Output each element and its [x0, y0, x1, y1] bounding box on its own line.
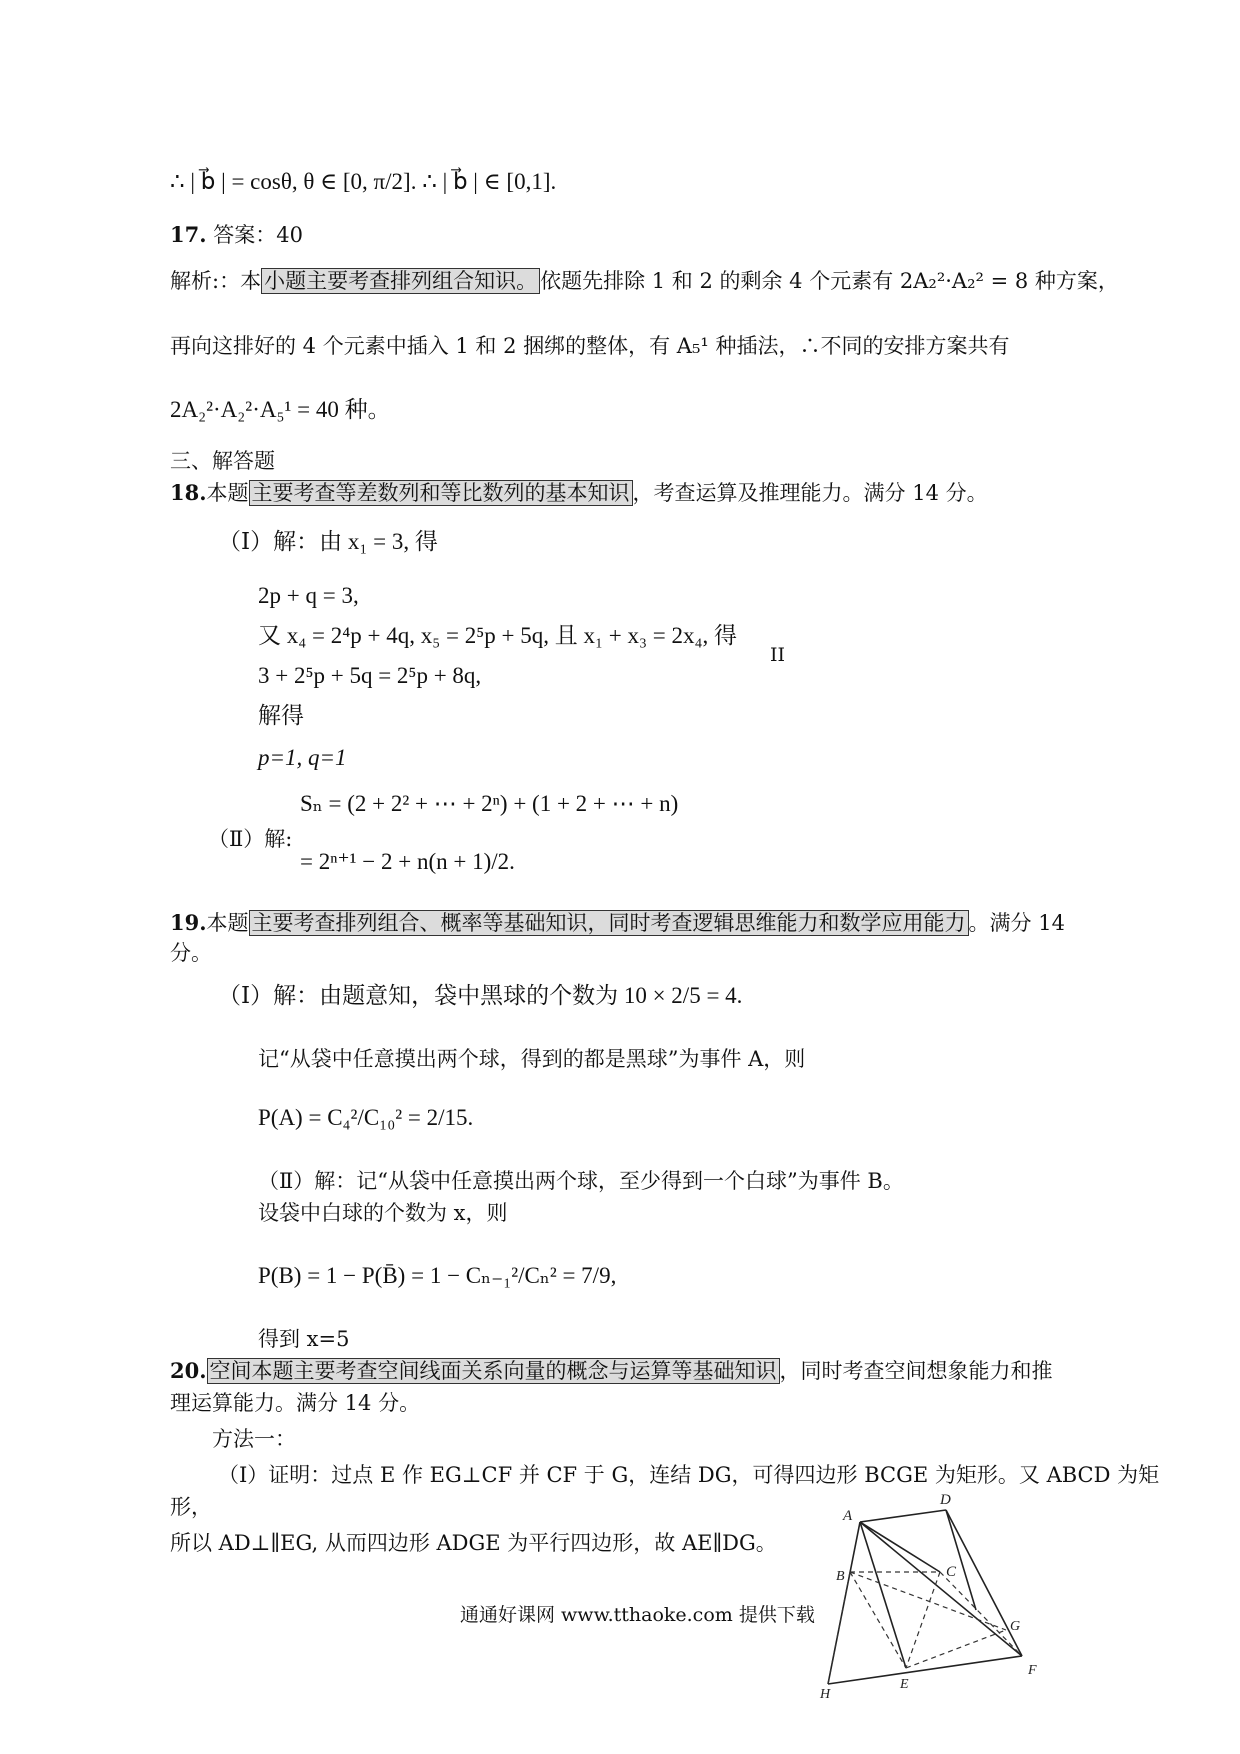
q17-answer: 答案：40 — [213, 223, 303, 247]
q17-analysis-prefix: 解析:：本 — [170, 269, 262, 293]
q18-margin-mark: II — [770, 644, 786, 666]
q19-result: 得到 x=5 — [258, 1327, 350, 1351]
q19-part2: （Ⅱ）解：记“从袋中任意摸出两个球，至少得到一个白球”为事件 B。 — [258, 1169, 904, 1193]
q19-prefix: 本题 — [206, 911, 249, 935]
geometry-figure — [810, 1490, 1070, 1702]
q18-suffix: ，考查运算及推理能力。满分 14 分。 — [632, 481, 988, 505]
figure-label-b: B — [836, 1569, 845, 1584]
q20-proof-line1-cont: 形， — [170, 1495, 212, 1519]
figure-label-f: F — [1028, 1663, 1037, 1678]
q18-eq2: 又 x₄ = 2⁴p + 4q, x₅ = 2⁵p + 5q, 且 x₁ + x₃ = 2x₄, 得 — [258, 623, 737, 648]
q18-part2-label: （Ⅱ）解: — [208, 827, 293, 851]
q20-header — [170, 1358, 1053, 1384]
figure-label-h: H — [820, 1687, 831, 1702]
q18-header — [170, 480, 988, 506]
q18-sn-line2: = 2ⁿ⁺¹ − 2 + n(n + 1)/2. — [300, 849, 515, 874]
q19-number: 19. — [170, 910, 207, 935]
q20-suffix: ，同时考查空间想象能力和推 — [779, 1359, 1053, 1383]
q17-analysis-rest: 依题先排除 1 和 2 的剩余 4 个元素有 2A₂²·A₂² = 8 种方案， — [540, 269, 1119, 293]
q19-header-cont: 分。 — [170, 941, 212, 965]
q18-solve-label: 解得 — [258, 703, 304, 728]
figure-label-g: G — [1010, 1619, 1021, 1634]
q20-highlight-box: 空间本题主要考查空间线面关系向量的概念与运算等基础知识 — [207, 1358, 780, 1384]
q17-answer-line — [170, 222, 303, 248]
q20-proof-line2: 所以 AD⊥∥EG, 从而四边形 ADGE 为平行四边形，故 AE∥DG。 — [170, 1531, 777, 1555]
figure-label-a: A — [843, 1508, 853, 1524]
q18-sn-line1: Sₙ = (2 + 2² + ⋯ + 2ⁿ) + (1 + 2 + ⋯ + n) — [300, 791, 679, 816]
q19-pa: P(A) = C₄²/C₁₀² = 2/15. — [258, 1105, 474, 1130]
q17-highlight-box: 小题主要考查排列组合知识。 — [261, 268, 540, 294]
q17-analysis-line2: 再向这排好的 4 个元素中插入 1 和 2 捆绑的整体，有 A₅¹ 种插法，∴不同的安排方案共有 — [170, 334, 1010, 358]
q19-suffix: 。满分 14 — [968, 911, 1065, 935]
q18-eq3: 3 + 2⁵p + 5q = 2⁵p + 8q, — [258, 663, 482, 688]
q18-solution: p=1, q=1 — [258, 745, 347, 770]
page-footer: 通通好课网 www.tthaoke.com 提供下载 — [460, 1604, 815, 1626]
b-norm-line: ∴ | b⃗ | = cosθ, θ ∈ [0, π/2]. ∴ | b⃗ | ∈ [0,1]. — [170, 169, 557, 194]
q19-event-a: 记“从袋中任意摸出两个球，得到的都是黑球”为事件 A，则 — [258, 1047, 806, 1071]
q19-white-count: 设袋中白球的个数为 x，则 — [258, 1201, 508, 1225]
figure-label-d: D — [940, 1492, 951, 1508]
q18-eq1: 2p + q = 3, — [258, 583, 359, 608]
q19-header — [170, 910, 1065, 936]
q17-number: 17. — [170, 222, 207, 247]
q20-proof-line1: （Ⅰ）证明：过点 E 作 EG⊥CF 并 CF 于 G，连结 DG，可得四边形 BCGE 为矩形。又 ABCD 为矩 — [218, 1463, 1160, 1487]
q18-number: 18. — [170, 480, 207, 505]
q19-highlight-box: 主要考查排列组合、概率等基础知识，同时考查逻辑思维能力和数学应用能力 — [249, 910, 969, 936]
q18-part1-intro: （Ⅰ）解：由 x₁ = 3, 得 — [218, 529, 438, 554]
q20-method-label: 方法一： — [212, 1427, 296, 1451]
q20-number: 20. — [170, 1358, 207, 1383]
figure-label-c: C — [946, 1564, 957, 1580]
q17-analysis-line3: 2A₂²·A₂²·A₅¹ = 40 种。 — [170, 397, 391, 422]
q17-analysis-line1 — [170, 268, 1119, 294]
section-heading: 三、解答题 — [170, 449, 275, 473]
q19-pb: P(B) = 1 − P(B̄) = 1 − Cₙ₋₁²/Cₙ² = 7/9, — [258, 1263, 617, 1288]
q20-header-cont: 理运算能力。满分 14 分。 — [170, 1391, 421, 1415]
figure-label-e: E — [900, 1677, 909, 1692]
q18-highlight-box: 主要考查等差数列和等比数列的基本知识 — [249, 480, 633, 506]
q18-prefix: 本题 — [206, 481, 249, 505]
q19-part1: （Ⅰ）解：由题意知，袋中黑球的个数为 10 × 2/5 = 4. — [218, 983, 743, 1008]
